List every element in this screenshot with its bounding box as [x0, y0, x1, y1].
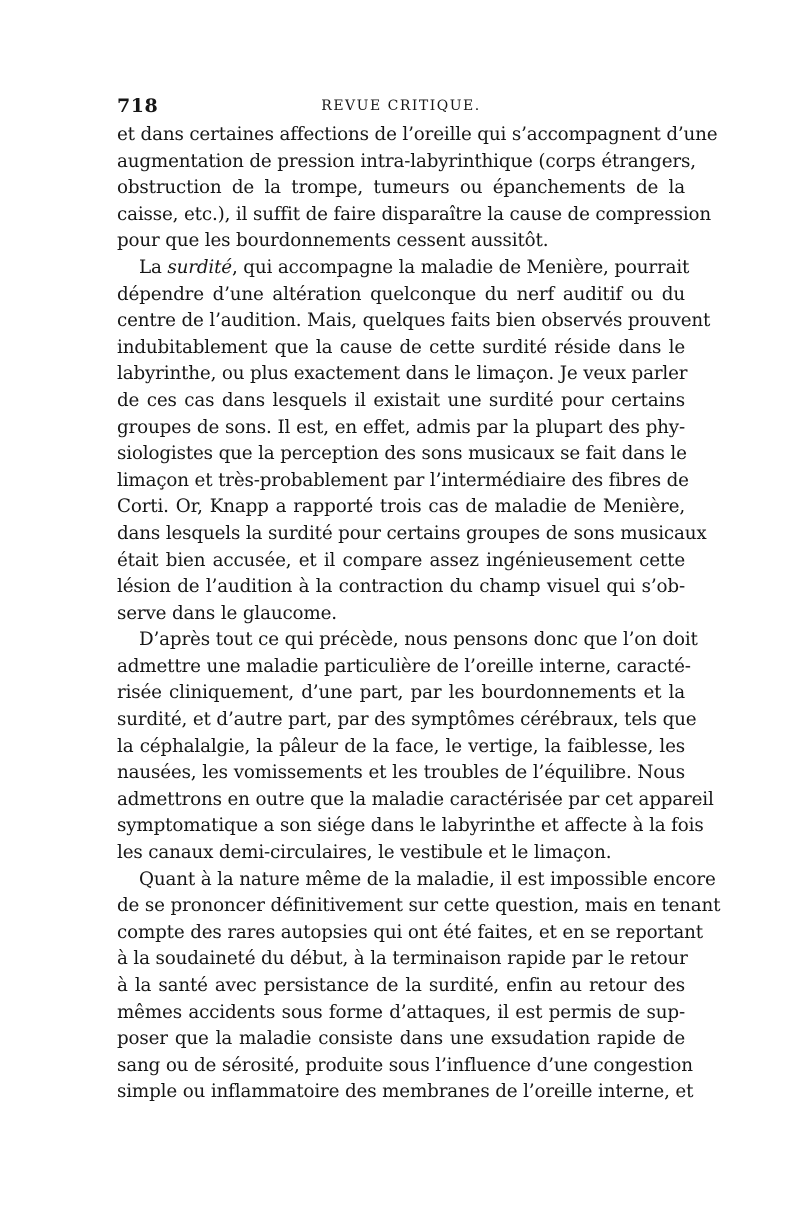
text-line: indubitablement que la cause de cette surdité réside dans le: [117, 336, 685, 358]
text-line: à la santé avec persistance de la surdité, enfin au retour des: [117, 975, 685, 996]
paragraph-4: [117, 867, 721, 1106]
text-line: sang ou de sérosité, produite sous l’influence d’une congestion: [117, 1054, 693, 1076]
text-line: groupes de sons. Il est, en effet, admis par la plupart des phy-: [117, 416, 685, 438]
text-line: à la soudaineté du début, à la terminaison rapide par le retour: [117, 948, 688, 970]
text-line: risée cliniquement, d’une part, par les bourdonnements et la: [117, 682, 685, 704]
text-line: compte des rares autopsies qui ont été faites, et en se reportant: [117, 921, 703, 943]
journal-title: REVUE CRITIQUE.: [321, 98, 481, 114]
text-line: limaçon et très-probablement par l’intermédiaire des fibres de: [117, 469, 689, 491]
text-line: labyrinthe, ou plus exactement dans le limaçon. Je veux parler: [117, 363, 688, 385]
text-line: pour que les bourdonnements cessent aussitôt.: [117, 230, 549, 252]
text-line: mêmes accidents sous forme d’attaques, il est permis de sup-: [117, 1001, 685, 1023]
text-line: lésion de l’audition à la contraction du champ visuel qui s’ob-: [117, 576, 685, 598]
paragraph-1: [117, 122, 718, 255]
text-line: augmentation de pression intra-labyrinthique (corps étrangers,: [117, 150, 696, 172]
running-head: [117, 92, 685, 120]
text-line: Corti. Or, Knapp a rapporté trois cas de maladie de Menière,: [117, 496, 685, 518]
page-number: 718: [117, 95, 159, 117]
emphasis-text: surdité: [167, 256, 232, 278]
text-line: caisse, etc.), il suffit de faire disparaître la cause de compression: [117, 203, 711, 225]
text-line: admettrons en outre que la maladie caractérisée par cet appareil: [117, 788, 714, 810]
text-line: D’après tout ce qui précède, nous pensons donc que l’on doit: [139, 629, 698, 651]
body-text: [117, 122, 721, 1106]
paragraph-2: [117, 255, 711, 627]
text-line: poser que la maladie consiste dans une exsudation rapide de: [117, 1028, 685, 1050]
text-line: simple ou inflammatoire des membranes de l’oreille interne, et: [117, 1081, 694, 1103]
text-line: serve dans le glaucome.: [117, 602, 337, 624]
text-line: siologistes que la perception des sons musicaux se fait dans le: [117, 443, 687, 465]
text-line: était bien accusée, et il compare assez ingénieusement cette: [117, 549, 685, 571]
text-line: de ces cas dans lesquels il existait une surdité pour certains: [117, 389, 685, 411]
text-line: surdité, et d’autre part, par des symptômes cérébraux, tels que: [117, 709, 697, 731]
text-line: nausées, les vomissements et les troubles de l’équilibre. Nous: [117, 762, 685, 784]
text-line: symptomatique a son siége dans le labyrinthe et affecte à la fois: [117, 815, 704, 837]
text-line: admettre une maladie particulière de l’oreille interne, caracté-: [117, 655, 691, 677]
text-line: de se prononcer définitivement sur cette question, mais en tenant: [117, 895, 721, 917]
paragraph-3: [117, 627, 714, 866]
text-line: et dans certaines affections de l’oreille qui s’accompagnent d’une: [117, 124, 718, 145]
text-line: les canaux demi-circulaires, le vestibule et le limaçon.: [117, 842, 612, 864]
text-line: dépendre d’une altération quelconque du nerf auditif ou du: [117, 283, 685, 305]
text-line: Quant à la nature même de la maladie, il est impossible encore: [139, 868, 716, 890]
book-page: [117, 92, 721, 1106]
text-line: la céphalalgie, la pâleur de la face, le vertige, la faiblesse, les: [117, 735, 685, 757]
text-line: La surdité, qui accompagne la maladie de Menière, pourrait: [139, 256, 690, 278]
text-line: obstruction de la trompe, tumeurs ou épanchements de la: [117, 177, 685, 199]
text-line: centre de l’audition. Mais, quelques faits bien observés prouvent: [117, 310, 711, 332]
text-line: dans lesquels la surdité pour certains groupes de sons musicaux: [117, 522, 707, 544]
